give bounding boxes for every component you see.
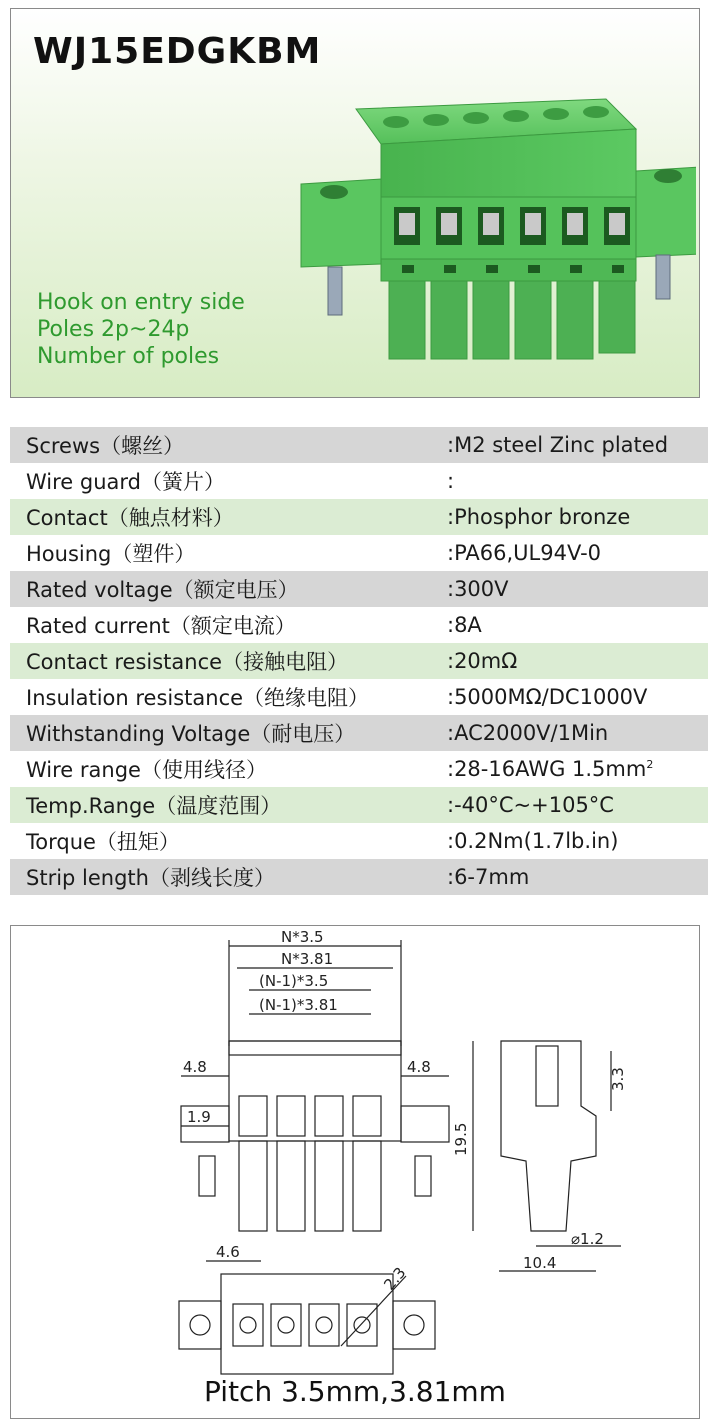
spec-label: Housing（塑件） [26, 542, 196, 566]
spec-value-text: :28-16AWG 1.5mm [447, 757, 647, 781]
dim-n1-35: (N-1)*3.5 [259, 972, 329, 990]
dim-195: 19.5 [452, 1122, 470, 1156]
dim-33: 3.3 [609, 1067, 627, 1091]
spec-row [10, 571, 708, 607]
spec-row [10, 859, 708, 895]
spec-value: :20mΩ [447, 649, 518, 673]
dim-48-right: 4.8 [407, 1058, 431, 1076]
product-features [37, 289, 245, 370]
spec-value: :PA66,UL94V-0 [447, 541, 602, 565]
product-title: WJ15EDGKBM [33, 31, 322, 72]
spec-label: Contact（触点材料） [26, 506, 234, 530]
dim-104: 10.4 [523, 1254, 557, 1272]
spec-row [10, 715, 708, 751]
dimension-drawing [11, 926, 699, 1376]
spec-label: Strip length（剥线长度） [26, 866, 275, 890]
spec-label: Torque（扭矩） [26, 830, 180, 854]
dim-46: 4.6 [216, 1243, 240, 1261]
spec-row [10, 823, 708, 859]
spec-label: Rated current（额定电流） [26, 614, 296, 638]
dim-48-left: 4.8 [183, 1058, 207, 1076]
spec-label: Temp.Range（温度范围） [26, 794, 282, 818]
superscript: 2 [646, 758, 654, 771]
feature-line-2: Poles 2p~24p [37, 317, 190, 342]
spec-row [10, 427, 708, 463]
spec-row [10, 607, 708, 643]
spec-value: :Phosphor bronze [447, 505, 631, 529]
spec-label: Withstanding Voltage（耐电压） [26, 722, 356, 746]
pitch-caption: Pitch 3.5mm,3.81mm [204, 1375, 506, 1408]
spec-label: Rated voltage（额定电压） [26, 578, 299, 602]
feature-line-3: Number of poles [37, 344, 220, 369]
spec-row [10, 787, 708, 823]
spec-value [447, 757, 653, 781]
spec-value: :8A [447, 613, 482, 637]
spec-label: Wire range（使用线径） [26, 758, 267, 782]
dim-23: 2.3 [380, 1263, 410, 1294]
spec-row [10, 463, 708, 499]
spec-row [10, 679, 708, 715]
product-header [10, 8, 700, 398]
spec-value: : [447, 469, 455, 493]
spec-value: :5000MΩ/DC1000V [447, 685, 648, 709]
spec-value: :6-7mm [447, 865, 530, 889]
dim-n381: N*3.81 [281, 950, 334, 968]
spec-row [10, 499, 708, 535]
spec-label: Wire guard（簧片） [26, 470, 226, 494]
spec-value: :300V [447, 577, 509, 601]
spec-row [10, 535, 708, 571]
dim-19: 1.9 [187, 1108, 211, 1126]
feature-line-1: Hook on entry side [37, 290, 245, 315]
spec-value: :M2 steel Zinc plated [447, 433, 669, 457]
spec-table [10, 427, 708, 895]
spec-value: :AC2000V/1Min [447, 721, 609, 745]
spec-label: Insulation resistance（绝缘电阻） [26, 686, 370, 710]
dim-n1-381: (N-1)*3.81 [259, 996, 338, 1014]
spec-row [10, 643, 708, 679]
spec-value: :-40°C~+105°C [447, 793, 614, 817]
dim-phi12: ⌀1.2 [571, 1230, 604, 1248]
spec-value: :0.2Nm(1.7lb.in) [447, 829, 619, 853]
technical-drawing [10, 925, 700, 1419]
terminal-block-image [286, 89, 696, 379]
spec-label: Screws（螺丝） [26, 434, 185, 458]
spec-label: Contact resistance（接触电阻） [26, 650, 349, 674]
spec-row [10, 751, 708, 787]
dim-n35: N*3.5 [281, 928, 324, 946]
